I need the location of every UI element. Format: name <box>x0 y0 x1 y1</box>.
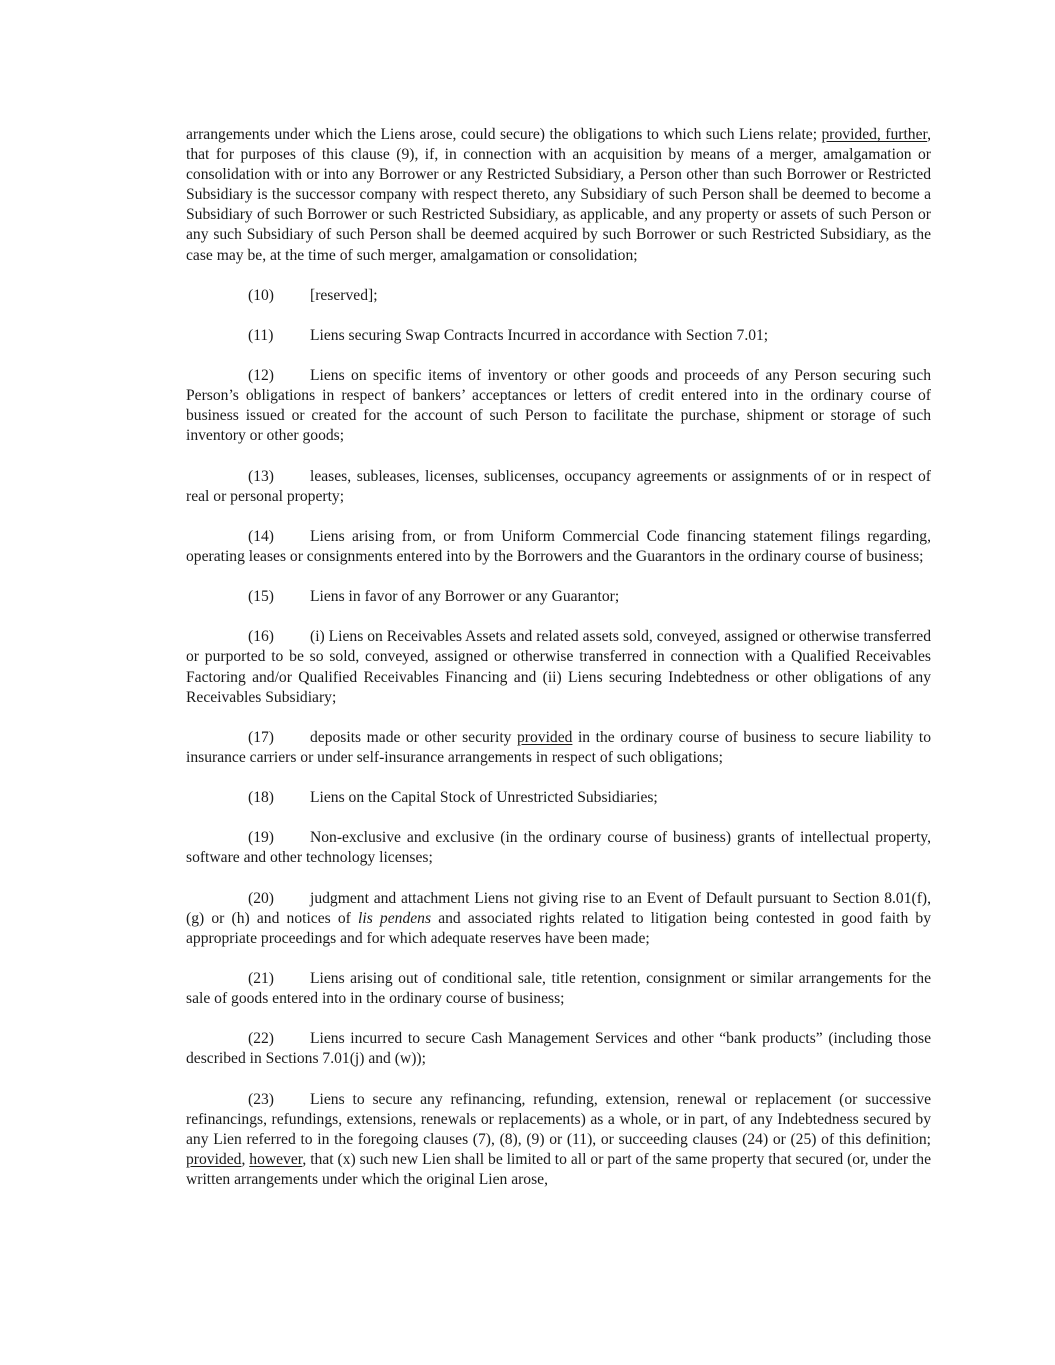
clause-13 <box>186 467 931 507</box>
clause-21 <box>186 969 931 1009</box>
clause-text: judgment and attachment Liens not giving rise to an Event of Default pursuant to Section 8.01(f), (g) or (h) and notices of <box>186 889 931 927</box>
defined-term-underlined: provided <box>186 1150 242 1168</box>
defined-term-underlined: provided <box>517 728 573 746</box>
clause-19 <box>186 828 931 868</box>
clause-number: (21) <box>248 969 274 987</box>
clause-11 <box>186 326 931 346</box>
clause-number: (14) <box>248 527 274 545</box>
clause-number: (17) <box>248 728 274 746</box>
clause-text: Liens to secure any refinancing, refunding, extension, renewal or replacement (or successive refinancings, refundings, extensions, renewals or replacements) as a whole, or in part, of any Indebtedness secured by any Lien referred to in the foregoing clauses (7), (8), (9) or (11), or succeeding clauses (24) or (25) of this definition; <box>186 1090 931 1148</box>
italic-term: lis pendens <box>358 909 432 927</box>
clause-text: , that (x) such new Lien shall be limited to all or part of the same property that secured (or, under the written arrangements under which the original Lien arose, <box>186 1150 932 1188</box>
clause-text: leases, subleases, licenses, sublicenses, occupancy agreements or assignments of or in respect of real or personal property; <box>186 467 931 505</box>
clause-text: Liens securing Swap Contracts Incurred in accordance with Section 7.01; <box>310 326 769 344</box>
clause-number: (23) <box>248 1090 274 1108</box>
clause-number: (22) <box>248 1030 274 1048</box>
clause-text: Liens incurred to secure Cash Management Services and other “bank products” (including those described in Sections 7.01(j) and (w)); <box>186 1030 931 1068</box>
document-page <box>186 125 931 1210</box>
clause-text: and associated rights related to litigation being contested in good faith by appropriate proceedings and for which adequate reserves have been made; <box>186 909 931 947</box>
clause-text: Liens on specific items of inventory or other goods and proceeds of any Person securing such Person’s obligations in respect of bankers’ acceptances or letters of credit entered into in the ordinary course of business issued or created for the account of such Person to facilitate the purchase, shipment or storage of such inventory or other goods; <box>186 367 931 445</box>
clause-16 <box>186 627 931 707</box>
clause-text: in the ordinary course of business to secure liability to insurance carriers or under self-insurance arrangements in respect of such obligations; <box>186 728 931 766</box>
clause-text: Liens on the Capital Stock of Unrestricted Subsidiaries; <box>310 789 658 807</box>
clause-22 <box>186 1029 931 1069</box>
clause-number: (10) <box>248 286 274 304</box>
clause-text: deposits made or other security <box>310 728 517 746</box>
text-segment: , that for purposes of this clause (9), if, in connection with an acquisition by means of a merger, amalgamation or consolidation with or into any Borrower or any Restricted Subsidiary, a Person other than such Borrower or Restricted Subsidiary is the successor company with respect thereto, any Subsidiary of such Person shall be deemed to become a Subsidiary of such Borrower or such Restricted Subsidiary, as applicable, and any property or assets of such Person or any such Subsidiary of such Person shall be deemed acquired by such Borrower or such Restricted Subsidiary, as the case may be, at the time of such merger, amalgamation or consolidation; <box>186 126 932 264</box>
clause-text: [reserved]; <box>310 286 378 304</box>
clause-number: (16) <box>248 628 274 646</box>
clause-number: (11) <box>248 326 274 344</box>
clause-23 <box>186 1090 931 1190</box>
clause-number: (20) <box>248 889 274 907</box>
clause-number: (13) <box>248 467 274 485</box>
defined-term-underlined: provided, further <box>821 126 928 143</box>
clause-number: (18) <box>248 789 274 807</box>
clause-number: (19) <box>248 829 274 847</box>
clause-number: (15) <box>248 588 274 606</box>
clause-text: Liens arising out of conditional sale, title retention, consignment or similar arrangements for the sale of goods entered into in the ordinary course of business; <box>186 969 931 1008</box>
clause-15 <box>186 587 931 607</box>
clause-10 <box>186 286 931 306</box>
clause-12 <box>186 366 931 446</box>
clause-text: Liens arising from, or from Uniform Commercial Code financing statement filings regarding, operating leases or consignments entered into by the Borrowers and the Guarantors in the ordinary course of business; <box>186 527 931 565</box>
clause-text: Liens in favor of any Borrower or any Guarantor; <box>310 588 620 606</box>
text-segment: arrangements under which the Liens arose, could secure) the obligations to which such Liens relate; <box>186 126 822 143</box>
clause-20 <box>186 889 931 949</box>
clause-number: (12) <box>248 367 274 385</box>
clause-text: Non-exclusive and exclusive (in the ordinary course of business) grants of intellectual property, software and other technology licenses; <box>186 829 931 867</box>
clause-text: , <box>241 1150 250 1168</box>
clause-14 <box>186 527 931 567</box>
clause-18 <box>186 788 931 808</box>
clause-text: (i) Liens on Receivables Assets and related assets sold, conveyed, assigned or otherwise transferred or purported to be so sold, conveyed, assigned or otherwise transferred in connection with a Qualified Receivables Factoring and/or Qualified Receivables Financing and (ii) Liens securing Indebtedness or other obligations of any Receivables Subsidiary; <box>186 628 931 706</box>
continuation-paragraph <box>186 125 931 266</box>
defined-term-underlined: however <box>249 1150 303 1168</box>
clause-17 <box>186 728 931 768</box>
